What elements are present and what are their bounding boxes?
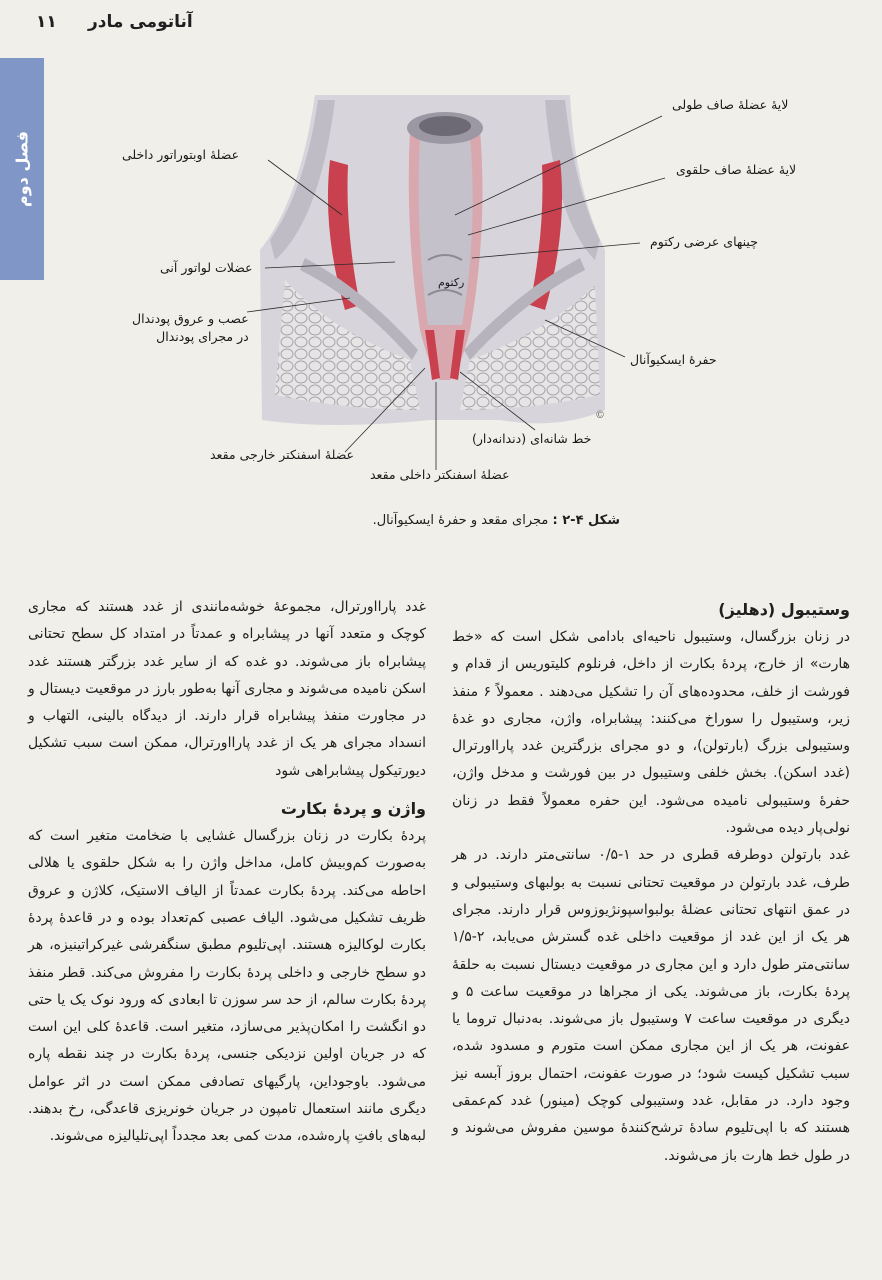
label-internal-sphincter: عضلهٔ اسفنکتر داخلی مقعد bbox=[370, 467, 510, 482]
label-ischioanal-fossa: حفرهٔ ایسکیوآنال bbox=[630, 352, 717, 367]
label-dentate-line: خط شانه‌ای (دندانه‌دار) bbox=[472, 431, 592, 446]
running-header-title: آناتومی مادر bbox=[88, 12, 193, 32]
hymen-paragraph: پردهٔ بکارت در زنان بزرگسال غشایی با ضخامت متغیر است که به‌صورت کم‌وبیش کامل، مداخل واژن را به شکل حلقوی یا هلالی احاطه می‌کند. پردهٔ بکارت عمدتاً از الیاف الاستیک، کلاژن و عروق ظریف تشکیل می‌شود. الیاف عصبی کم‌تعداد بوده و در قاعدهٔ پردهٔ بکارت لوکالیزه هستند. اپی‌تلیوم مطبق سنگفرشی غیرکراتینیزه، هر دو سطح خارجی و داخلی پردهٔ بکارت را مفروش می‌کند. قطر منفذ پردهٔ بکارت سالم، از حد سر سوزن تا ابعادی که ورود نوک یک یا حتی دو انگشت را امکان‌پذیر می‌سازد، متغیر است. قاعدهٔ کلی این است که در جریان اولین نزدیکی جنسی، پردهٔ بکارت در چند نقطه پاره می‌شود. باوجوداین، پارگیهای تصادفی ممکن است در اثر عوامل دیگری مانند استعمال تامپون در جریان خونریزی قاعدگی، رخ بدهند. لبه‌های بافتِ پاره‌شده، مدت کمی بعد مجدداً اپی‌تلیالیزه می‌شوند. bbox=[28, 828, 426, 1145]
left-text-column bbox=[28, 594, 426, 1151]
vestibule-paragraph-2: غدد بارتولن دوطرفه قطری در حد ۱-۰/۵ سانتی‌متر دارند. در هر طرف، غدد بارتولن در موقعیت تحتانی نسبت به بولبهای وستیبولی و در عمق انتهای تحتانی عضلهٔ بولبواسپونژیوزوس قرار دارند. مجرای هر یک از این غدد از موقعیت داخلی غده گسترش می‌یابد، ۲-۱/۵ سانتی‌متر طول دارد و این مجاری در موقعیت دیستال نسبت به حلقهٔ پردهٔ بکارت، باز می‌شوند. یکی از مجراها در موقعیت ساعت ۵ و دیگری در موقعیت ساعت ۷ وستیبول باز می‌شوند. به‌دنبال تروما یا عفونت، هر یک از این مجاری ممکن است متورم و مسدود شده، سبب تشکیل کیست شود؛ در صورت عفونت، احتمال بروز آبسه نیز وجود دارد. در مقابل، غدد وستیبولی کوچک (مینور) غدد کم‌عمقی هستند که با اپی‌تلیوم سادهٔ ترشح‌کنندهٔ موسین مفروش می‌شوند و در طول خط هارت باز می‌شوند. bbox=[452, 847, 851, 1164]
paraurethral-paragraph: غدد پارااورترال، مجموعهٔ خوشه‌مانندی از غدد هستند که مجاری کوچک و متعدد آنها در پیشابراه و عمدتاً در امتداد کل سطح تحتانی پیشابراه باز می‌شوند. دو غده که از سایر غدد بزرگتر هستند غدد اسکن نامیده می‌شوند و مجاری آنها به‌طور بارز در موقعیت دیستال و در مجاورت منفذ پیشابراه قرار دارند. از دیدگاه بالینی، التهاب و انسداد مجرای هر یک از غدد پارااورترال، ممکن است سبب تشکیل دیورتیکول پیشابراهی شود bbox=[28, 599, 426, 779]
label-longitudinal-muscle: لایهٔ عضلهٔ صاف طولی bbox=[672, 97, 789, 112]
right-text-column bbox=[452, 596, 850, 1170]
label-pudendal-line1: عصب و عروق پودندال bbox=[132, 311, 249, 326]
section-heading-vagina-hymen: واژن و پردهٔ بکارت bbox=[280, 799, 426, 819]
section-heading-vestibule: وستیبول (دهلیز) bbox=[718, 600, 850, 619]
label-obturator-internus: عضلهٔ اوبتوراتور داخلی bbox=[122, 147, 240, 162]
artist-signature: © bbox=[595, 410, 605, 421]
figure-caption bbox=[0, 513, 620, 528]
label-rectal-folds: چینهای عرضی رکتوم bbox=[650, 234, 758, 249]
figure-caption-number: شکل ۴-۲ : bbox=[552, 513, 620, 528]
chapter-tab-label: فصل دوم bbox=[12, 131, 32, 207]
label-pudendal bbox=[132, 310, 249, 346]
label-circular-muscle: لایهٔ عضلهٔ صاف حلقوی bbox=[676, 162, 797, 177]
anatomy-illustration bbox=[0, 0, 882, 540]
page-number: ۱۱ bbox=[36, 12, 57, 32]
label-levator-ani: عضلات لواتور آنی bbox=[160, 260, 253, 275]
label-pudendal-line2: در مجرای پودندال bbox=[156, 329, 249, 344]
vestibule-paragraph-1: در زنان بزرگسال، وستیبول ناحیه‌ای بادامی شکل است که «خط هارت» از خارج، پردهٔ بکارت از داخل، فرنلوم کلیتوریس از قدام و فورشت از خلف، محدوده‌های آن را تشکیل می‌دهند . معمولاً ۶ منفذ زیر، وستیبول را سوراخ می‌کنند: پیشابراه، واژن، مجاری دو غدهٔ وستیبولی بزرگ (بارتولن)، و دو مجرای بزرگترین غدد پارااورترال (غدد اسکن). بخش خلفی وستیبول در بین فورشت و مدخل واژن، حفرهٔ وستیبولی نامیده می‌شود. این حفره معمولاً فقط در زنان نولی‌پار دیده می‌شود. bbox=[452, 629, 850, 837]
label-external-sphincter: عضلهٔ اسفنکتر خارجی مقعد bbox=[210, 447, 355, 462]
label-rectum: رکتوم bbox=[438, 276, 465, 289]
figure-caption-text: مجرای مقعد و حفرهٔ ایسکیوآنال. bbox=[372, 513, 549, 528]
